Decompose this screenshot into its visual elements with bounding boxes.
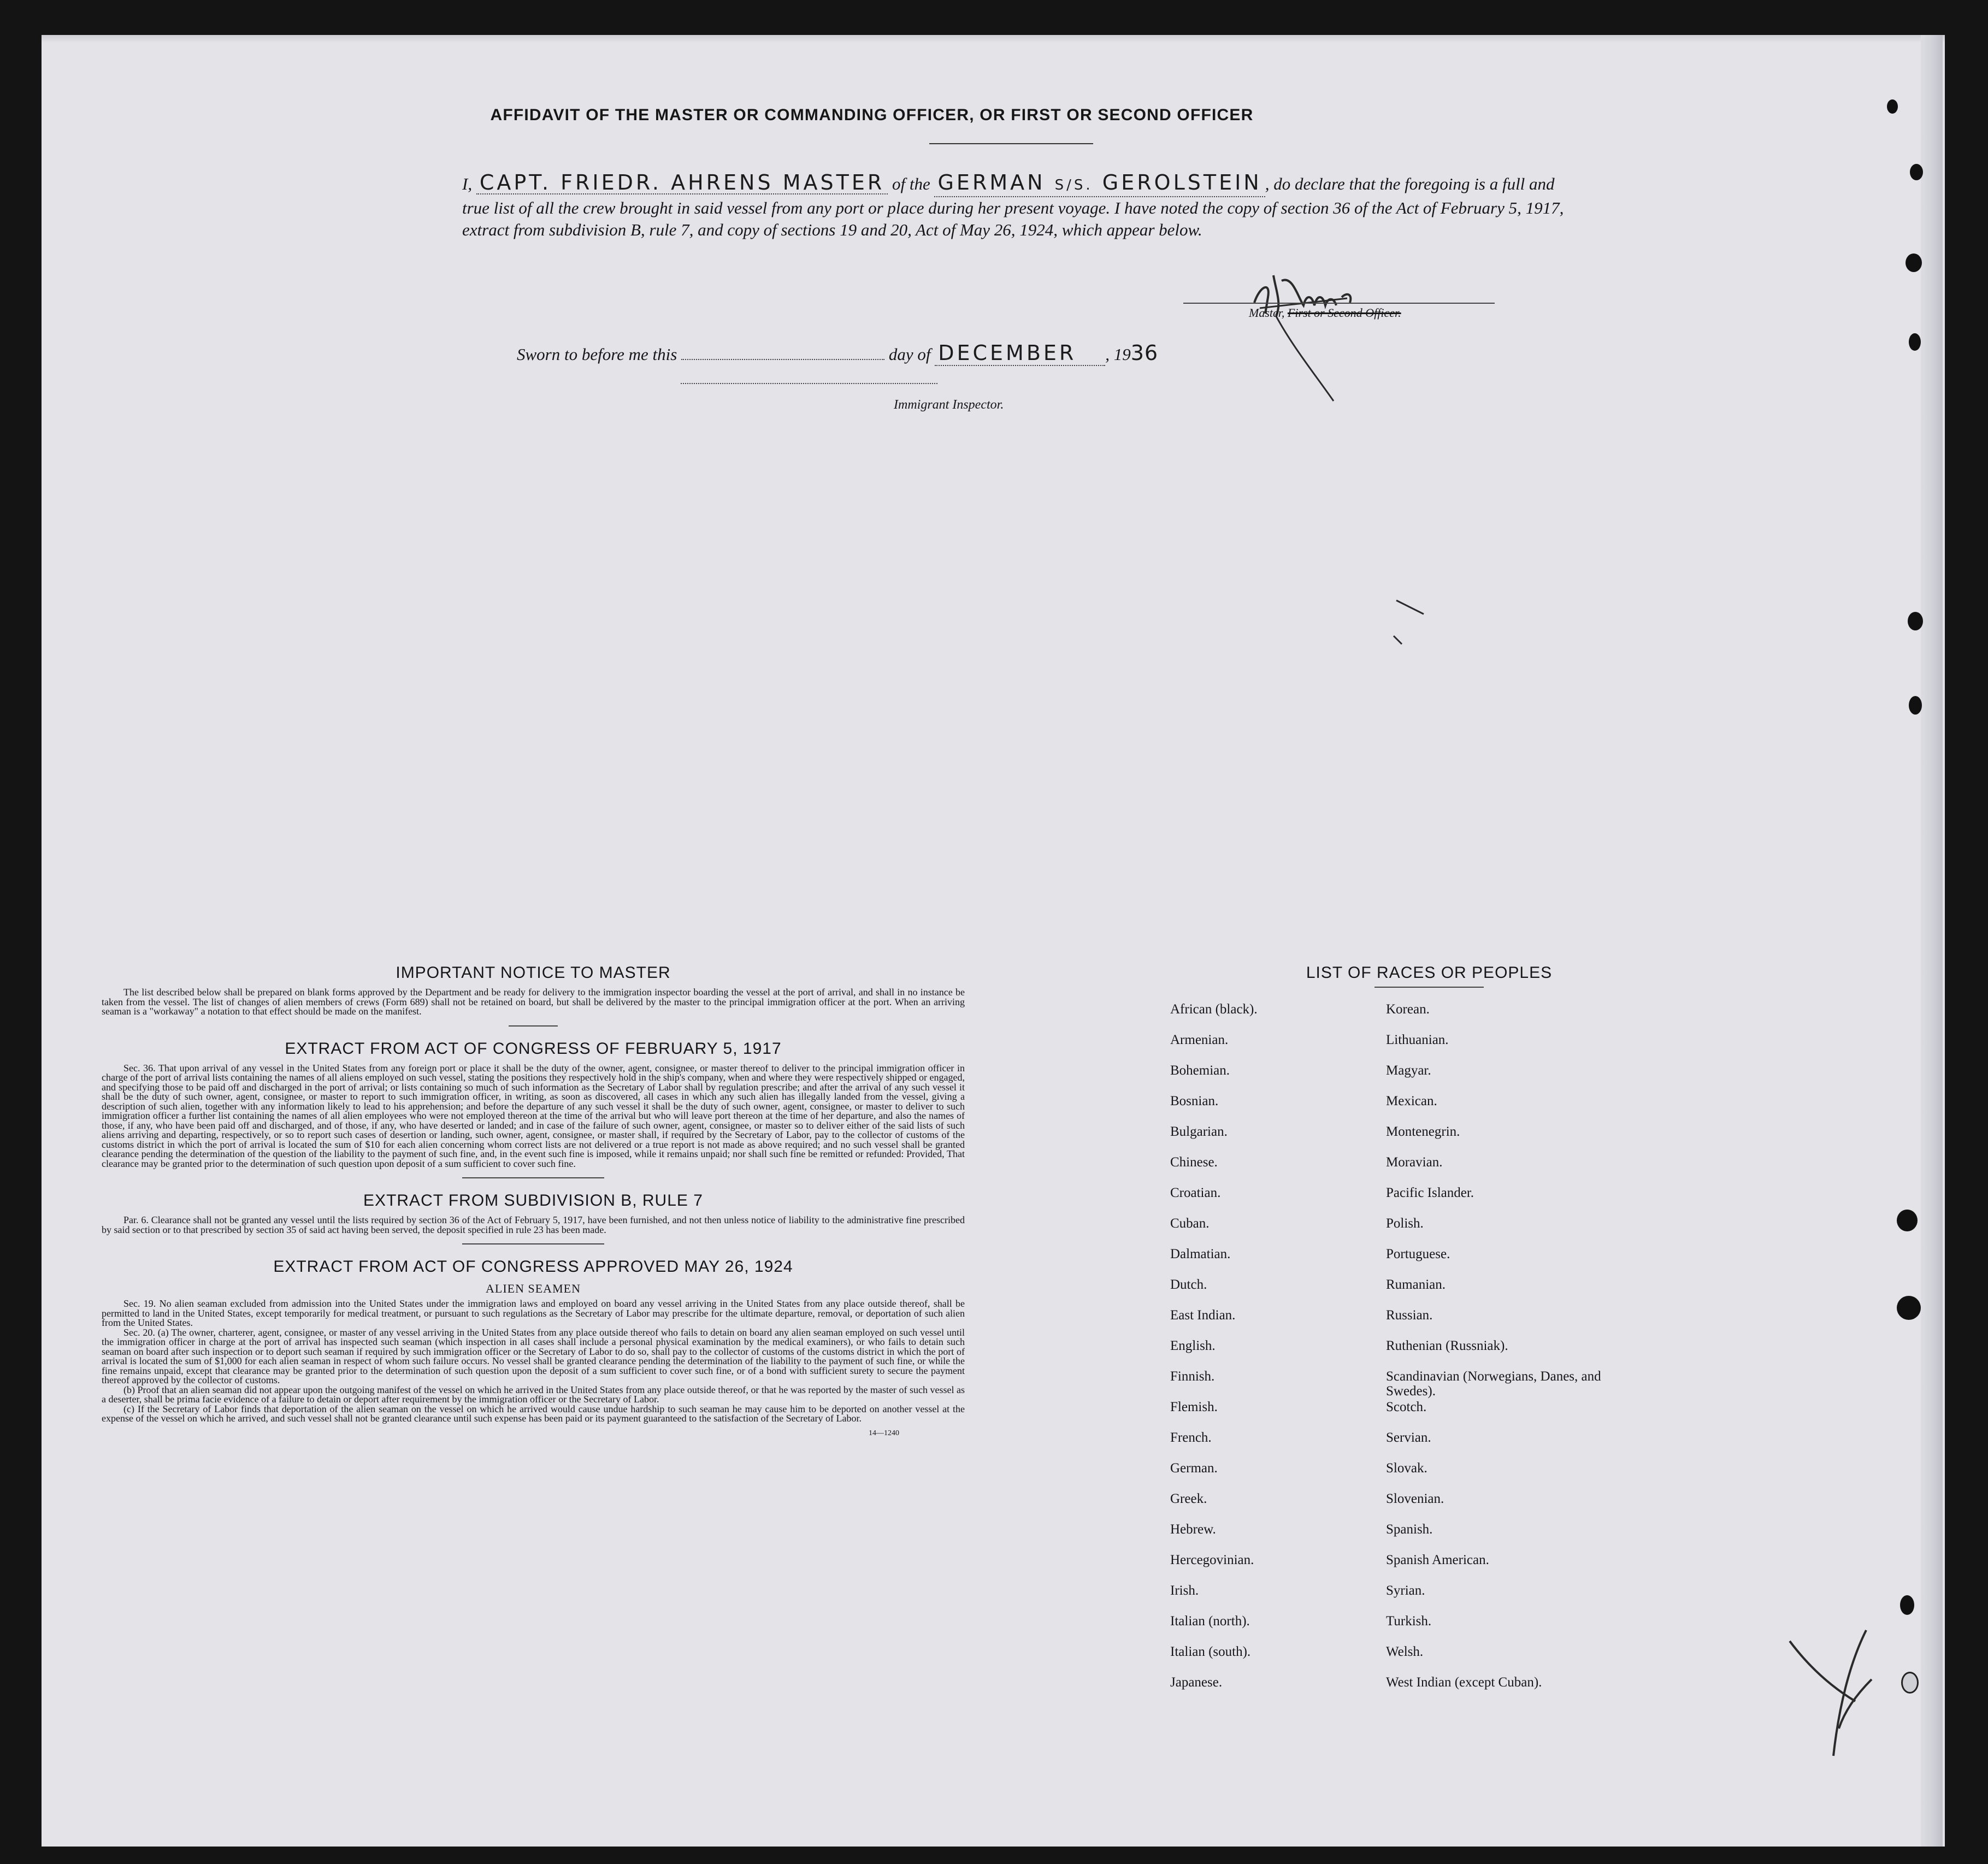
divider — [462, 1243, 604, 1244]
race-item: Polish. — [1386, 1216, 1424, 1231]
inspector-signature-line — [681, 383, 937, 384]
master-role: MASTER — [782, 170, 885, 194]
race-item: Pacific Islander. — [1386, 1185, 1474, 1200]
race-item: African (black). — [1170, 1002, 1258, 1017]
race-item: East Indian. — [1170, 1308, 1236, 1323]
sworn-line — [517, 341, 1158, 366]
page-top-edge — [42, 35, 1945, 43]
inspector-label: Immigrant Inspector. — [894, 398, 1004, 412]
race-item: Finnish. — [1170, 1369, 1215, 1384]
binder-hole — [1900, 1595, 1914, 1615]
sec-20b-paragraph: (b) Proof that an alien seaman did not appear upon the outgoing manifest of the vessel on which he arrived in the United States from any place outside thereof, or that he was reported by the master of such vessel as a deserter, shall be prima facie evidence of a failure to detain or deport after requirement by the immigration officer or the Secretary of Labor. — [102, 1384, 965, 1405]
race-item: Russian. — [1386, 1308, 1433, 1323]
race-item: Mexican. — [1386, 1094, 1437, 1108]
form-code: 14—1240 — [869, 1429, 899, 1437]
race-item: Irish. — [1170, 1583, 1199, 1598]
notice-paragraph: The list described below shall be prepared on blank forms approved by the Department and be ready for delivery to the immigration inspector boarding the vessel at the port of arrival, and shall in no instance be taken from the vessel. The list of changes of alien members of crews (Form 689) shall not be retained on board, but shall be delivered by the master to the principal immigration officer at the port. When an arriving seaman is a "workaway" a notation to that effect should be made on the manifest. — [102, 987, 965, 1017]
binder-hole — [1910, 164, 1923, 180]
notice-column — [102, 964, 965, 1438]
binder-hole — [1906, 253, 1922, 272]
race-item: Montenegrin. — [1386, 1124, 1460, 1139]
do-declare-label: , do declare — [1265, 174, 1345, 193]
extract-1924-title: EXTRACT FROM ACT OF CONGRESS APPROVED MAY 26, 1924 — [273, 1258, 793, 1276]
races-title: LIST OF RACES OR PEOPLES — [1306, 964, 1553, 982]
race-item: English. — [1170, 1338, 1216, 1353]
page-right-edge — [1921, 35, 1943, 1847]
notice-text — [102, 988, 965, 1017]
race-item: Greek. — [1170, 1491, 1207, 1506]
binder-hole — [1908, 612, 1923, 630]
race-item: Korean. — [1386, 1002, 1430, 1017]
of-the-label: of the — [892, 174, 930, 193]
par-6-paragraph: Par. 6. Clearance shall not be granted any vessel until the lists required by section 36 of the Act of February 5, 1917, have been furnished, and not then unless notice of liability to the administrative fine prescribed by said section or to that prescribed by section 35 of said act having been served, the deposit specified in rule 23 has been made. — [102, 1214, 965, 1235]
rule-7-title: EXTRACT FROM SUBDIVISION B, RULE 7 — [363, 1191, 703, 1210]
race-item: Bohemian. — [1170, 1063, 1230, 1078]
i-label: I, — [462, 174, 473, 193]
race-item: Hercegovinian. — [1170, 1553, 1254, 1567]
race-item: Scandinavian (Norwegians, Danes, and Swedes). — [1386, 1369, 1601, 1399]
rule-7-text — [102, 1216, 965, 1235]
sworn-year: 36 — [1130, 341, 1159, 365]
notice-title: IMPORTANT NOTICE TO MASTER — [396, 964, 671, 982]
races-grid — [1156, 1002, 1702, 1706]
divider — [462, 1177, 604, 1178]
pencil-mark — [1385, 592, 1451, 652]
race-item: Magyar. — [1386, 1063, 1431, 1078]
signature-title — [1249, 306, 1401, 320]
race-item: Dutch. — [1170, 1277, 1207, 1292]
races-left-column — [1156, 1002, 1386, 1706]
race-item: Croatian. — [1170, 1185, 1221, 1200]
title-rule — [929, 143, 1093, 144]
sec-20c-paragraph: (c) If the Secretary of Labor finds that deportation of the alien seaman on the vessel on which he arrived would cause undue hardship to such seaman he may cause him to be deported on another vessel at the expense of the vessel on which he arrived, and such vessel shall not be granted clearance until such expense has been paid or its payment guaranteed to the satisfaction of the Secretary of Labor. — [102, 1403, 965, 1424]
manifest-page — [42, 35, 1945, 1847]
race-item: Turkish. — [1386, 1614, 1432, 1629]
binder-hole — [1909, 696, 1922, 715]
check-mark — [1784, 1619, 1877, 1761]
vessel-nationality: GERMAN — [937, 170, 1046, 194]
race-item: Armenian. — [1170, 1033, 1229, 1047]
master-name-field — [476, 172, 888, 194]
extract-1917-text — [102, 1064, 965, 1169]
race-item: Bulgarian. — [1170, 1124, 1228, 1139]
races-right-column — [1386, 1002, 1643, 1706]
declaration-text: that the foregoing is a full and true list of all the crew brought in said vessel from any port or place during her present voyage. I have noted the copy of section 36 of the Act of February 5, 1917, extract from subdivision B, rule 7, and copy of sections 19 and 20, Act of May 26, 1924, which appear below. — [462, 174, 1564, 239]
binder-hole — [1897, 1210, 1918, 1231]
race-item: Japanese. — [1170, 1675, 1223, 1690]
extract-1924-text — [102, 1299, 965, 1424]
race-item: Servian. — [1386, 1430, 1431, 1445]
binder-hole — [1887, 99, 1898, 114]
sec-20a-paragraph: Sec. 20. (a) The owner, charterer, agent, consignee, or master of any vessel arriving in the United States from any place outside thereof who fails to detain on board any alien seaman employed on such vessel until the immigration officer in charge at the port of arrival has inspected such seaman (which inspection in all cases shall include a personal physical examination by the medical examiners), or who fails to detain such seaman on board after such inspection or to deport such seaman if required by such immigration officer or the Secretary of Labor to do so, shall pay to the collector of customs of the customs district in which the port of arrival is located the sum of $1,000 for each alien seaman in respect of whom such failure occurs. No vessel shall be granted clearance pending the determination of the liability to the payment of such fine, or while the fine remains unpaid, except that clearance may be granted prior to the determination of such question upon the deposit of a sum sufficient to cover such fine, or of a bond with sufficient surety to secure the payment thereof approved by the collector of customs. — [102, 1326, 965, 1385]
race-item: Dalmatian. — [1170, 1247, 1231, 1261]
binder-hole — [1897, 1296, 1921, 1320]
race-item: Cuban. — [1170, 1216, 1210, 1231]
day-of-label: day of — [888, 345, 931, 364]
affidavit-title: AFFIDAVIT OF THE MASTER OR COMMANDING OFFICER, OR FIRST OR SECOND OFFICER — [490, 106, 1254, 124]
race-item: Scotch. — [1386, 1400, 1427, 1414]
vessel-field — [934, 172, 1265, 197]
race-item: Ruthenian (Russniak). — [1386, 1338, 1508, 1353]
race-item: Portuguese. — [1386, 1247, 1450, 1261]
race-item: French. — [1170, 1430, 1212, 1445]
sworn-label: Sworn to before me this — [517, 345, 677, 364]
sec-36-paragraph: Sec. 36. That upon arrival of any vessel in the United States from any foreign port or place it shall be the duty of the owner, agent, consignee, or master thereof to deliver to the principal immigration officer in charge of the port of arrival lists containing the names of all aliens employed on such vessel, stating the positions they respectively hold in the ship's company, when and where they were respectively shipped or engaged, and specifying those to be paid off and discharged in the port of arrival; or lists containing so much of such information as the Secretary of Labor shall by regulation prescribe; and after the arrival of any such vessel it shall be the duty of such owner, agent, consignee, or master to report to such immigration officer, in writing, as soon as discovered, all cases in which any such alien has illegally landed from the vessel, giving a description of such alien, together with any information likely to lead to his apprehension; and before the departure of any such vessel it shall be the duty of such owner, agent, consignee, or master to deliver to such immigration officer a further list containing the names of all alien employees who were not employed thereon at the time of the arrival but who will leave port thereon at the time of her departure, and also the names of those, if any, who have been paid off and discharged, and of those, if any, who have deserted or landed; and in case of the failure of such owner, agent, consignee, or master so to deliver either of the said lists of such aliens arriving and departing, respectively, or so to report such cases of desertion or landing, such owner, agent, consignee, or master shall, if required by the Secretary of Labor, pay to the collector of customs of the customs district in which the port of arrival is located the sum of $10 for each alien concerning whom correct lists are not delivered or a true report is not made as above required; and no such vessel shall be granted clearance pending the determination of the question of the liability to the payment of such fine, and, in the event such fine is imposed, while it remains unpaid; nor shall such fine be remitted or refunded: Provided, That clearance may be granted prior to the determination of such question upon deposit of a sum sufficient to cover such fine. — [102, 1062, 965, 1169]
race-item: Italian (north). — [1170, 1614, 1250, 1629]
affidavit-declaration — [462, 172, 1577, 241]
races-list — [1156, 964, 1702, 1706]
race-item: Flemish. — [1170, 1400, 1218, 1414]
vessel-prefix: S/S. — [1054, 177, 1093, 193]
race-item: Spanish. — [1386, 1522, 1433, 1537]
binder-hole — [1909, 333, 1921, 351]
year-prefix: , 19 — [1105, 345, 1131, 364]
race-item: Bosnian. — [1170, 1094, 1219, 1108]
master-name: CAPT. FRIEDR. AHRENS — [479, 170, 774, 194]
extract-1917-title: EXTRACT FROM ACT OF CONGRESS OF FEBRUARY 5, 1917 — [285, 1039, 782, 1058]
sworn-day-field — [681, 346, 884, 360]
master-title: Master, — [1249, 306, 1285, 320]
master-signature — [1243, 264, 1495, 406]
race-item: Syrian. — [1386, 1583, 1425, 1598]
race-item: German. — [1170, 1461, 1218, 1476]
race-item: Italian (south). — [1170, 1644, 1251, 1659]
race-item: Welsh. — [1386, 1644, 1424, 1659]
divider — [509, 1025, 558, 1027]
races-rule — [1375, 987, 1484, 988]
race-item: Rumanian. — [1386, 1277, 1446, 1292]
race-item: Moravian. — [1386, 1155, 1443, 1170]
vessel-name: GEROLSTEIN — [1102, 170, 1262, 194]
race-item: Slovak. — [1386, 1461, 1427, 1476]
race-item: Spanish American. — [1386, 1553, 1489, 1567]
sec-19-paragraph: Sec. 19. No alien seaman excluded from admission into the United States under the immigration laws and employed on board any vessel arriving in the United States from any place outside thereof, shall be permitted to land in the United States, except temporarily for medical treatment, or pursuant to such regulations as the Secretary of Labor may prescribe for the ultimate departure, removal, or deportation of such alien from the United States. — [102, 1298, 965, 1328]
sworn-month: DECEMBER — [935, 341, 1105, 366]
race-item: Chinese. — [1170, 1155, 1218, 1170]
race-item: Hebrew. — [1170, 1522, 1216, 1537]
officer-title-struck: First or Second Officer. — [1287, 306, 1401, 320]
alien-seamen-subtitle: ALIEN SEAMEN — [486, 1282, 581, 1295]
signature-line — [1183, 303, 1495, 304]
race-item: West Indian (except Cuban). — [1386, 1675, 1542, 1690]
binder-hole — [1901, 1672, 1919, 1694]
race-item: Lithuanian. — [1386, 1033, 1449, 1047]
race-item: Slovenian. — [1386, 1491, 1444, 1506]
